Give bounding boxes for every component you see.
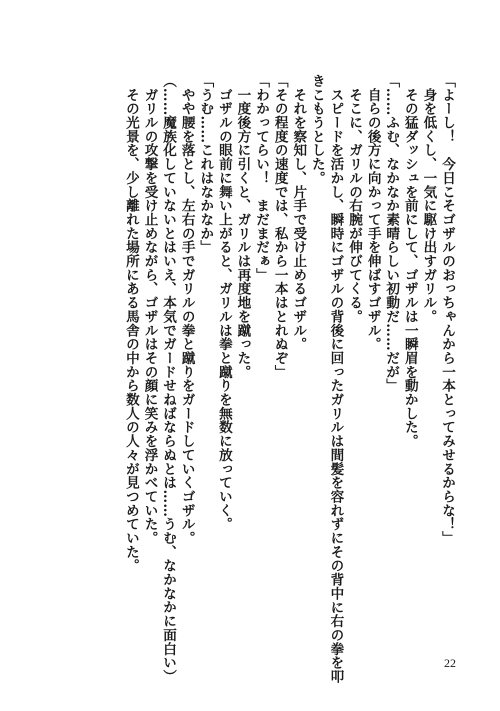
text-line: その光景を、少し離れた場所にある馬舎の中から数人の人々が見つめていた。 xyxy=(122,74,139,573)
text-line: 身を低くし、一気に駆け出すガリル。 xyxy=(420,74,437,324)
text-line: 「よーし！ 今日こそゴザルのおっちゃんから一本とってみせるからな！」 xyxy=(439,74,455,545)
text-line: （……魔族化していないとはいえ、本気でガードせねばならぬとは……うむ、なかなかに面白い） xyxy=(160,74,177,684)
text-line: そこに、ガリルの右腕が伸びてくる。 xyxy=(346,74,363,324)
text-line: ゴザルの眼前に舞い上がると、ガリルは拳と蹴りを無数に放っていく。 xyxy=(215,74,232,532)
text-line: 「わかってらい！ まだまだぁ」 xyxy=(253,74,270,282)
text-line: その猛ダッシュを前にして、ゴザルは一瞬眉を動かした。 xyxy=(401,74,418,448)
text-line: それを察知し、片手で受け止めるゴザル。 xyxy=(290,74,307,351)
page-number: 22 xyxy=(444,656,456,670)
text-line: 「……ふむ、なかなか素晴らしい初動だ……だが」 xyxy=(383,74,400,393)
text-line: 自らの後方に向かって手を伸ばすゴザル。 xyxy=(364,74,381,351)
text-line: ガリルの攻撃を受け止めながら、ゴザルはその顔に笑みを浮かべていた。 xyxy=(141,74,158,545)
text-line: 「その程度の速度では、私から一本はとれぬぞ」 xyxy=(271,74,288,379)
text-line: きこもうとした。 xyxy=(308,74,325,185)
text-line: 「うむ……これはなかなか」 xyxy=(197,74,214,255)
text-line: スピードを活かし、瞬時にゴザルの背後に回ったガリルは間髪を容れずにその背中に右の拳を叩 xyxy=(327,74,344,684)
text-line: 一度後方に引くと、ガリルは再度地を蹴った。 xyxy=(234,74,251,379)
text-line: やや腰を落とし、左右の手でガリルの拳と蹴りをガードしていくゴザル。 xyxy=(178,74,195,545)
